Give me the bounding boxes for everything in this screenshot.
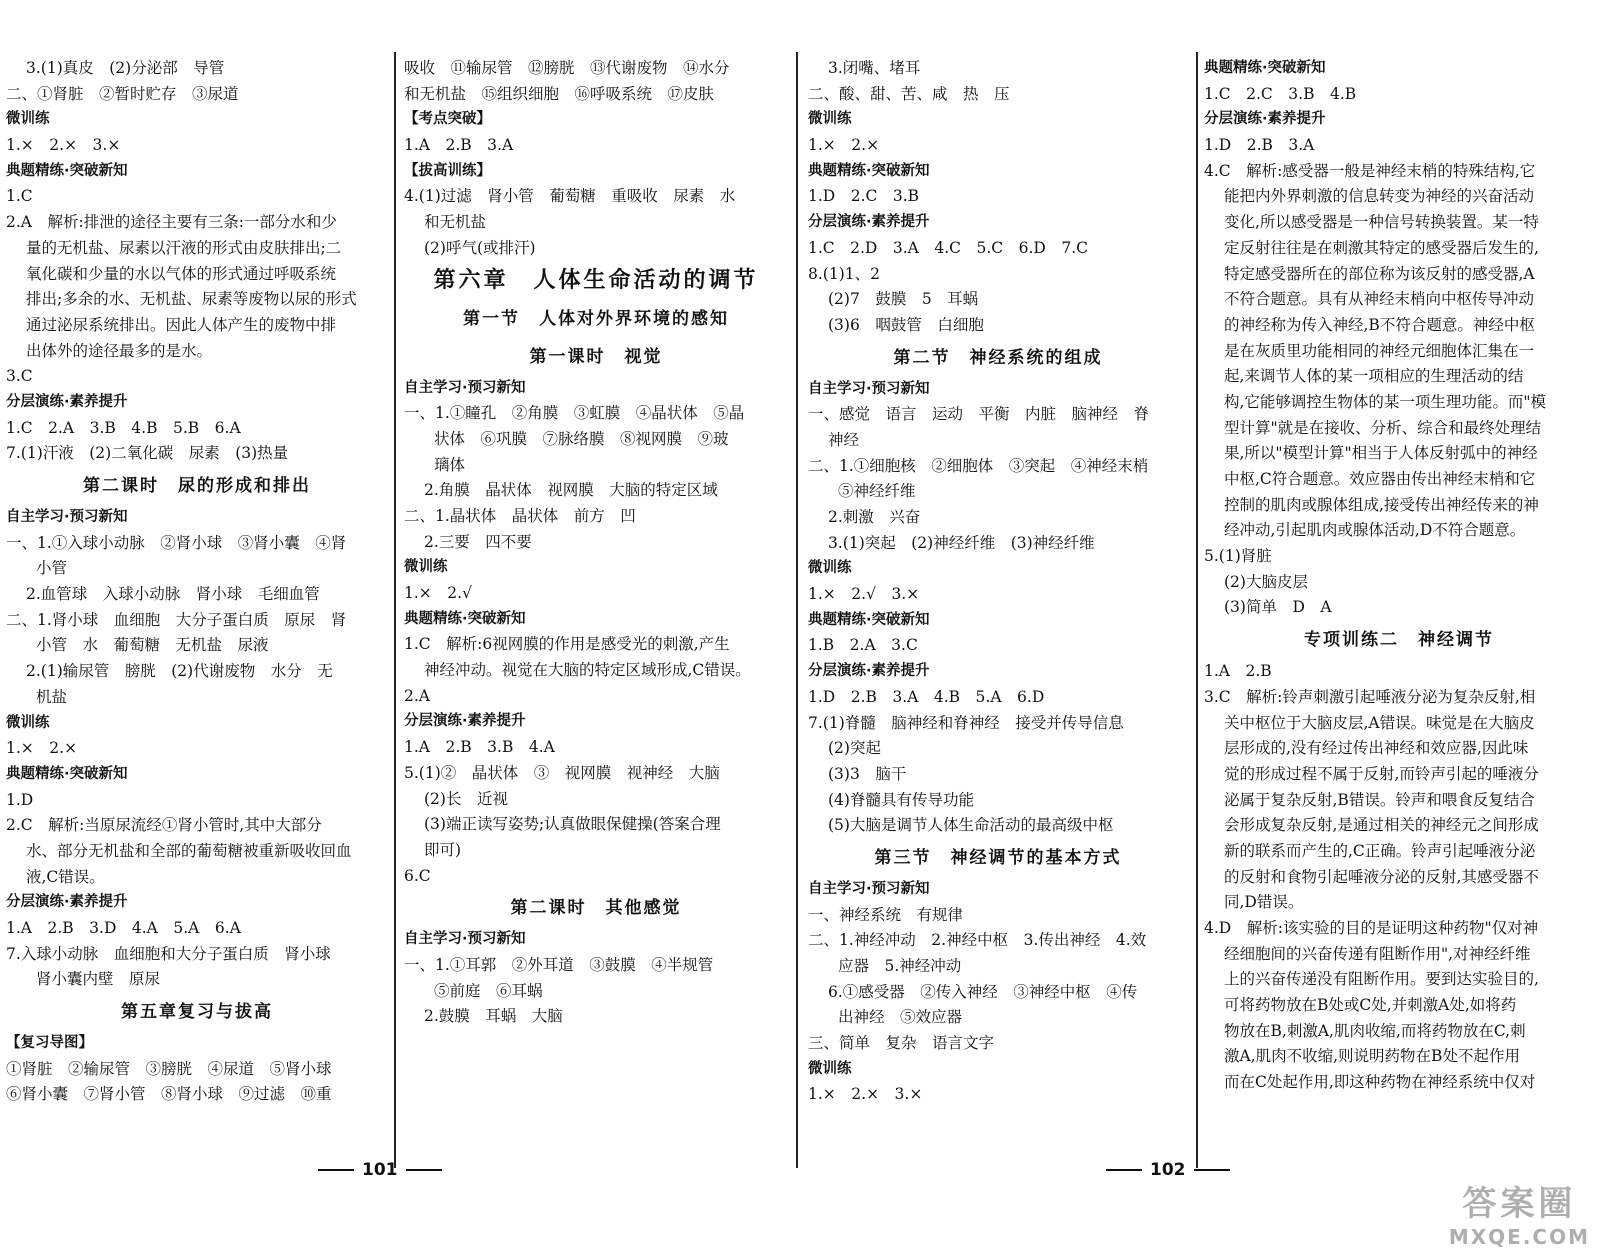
section-heading: 【拔高训练】 [404, 162, 491, 179]
section-heading: 典题精练·突破新知 [808, 162, 930, 179]
answer-line: 1.A 2.B 3.A [404, 136, 514, 155]
answer-line: 1.× 2.× [808, 136, 880, 155]
section-heading: 典题精练·突破新知 [404, 610, 526, 627]
answer-line: 5.(1)肾脏 [1204, 547, 1272, 566]
section-title: 第二节 神经系统的组成 [893, 347, 1103, 368]
section-heading: 自主学习·预习新知 [808, 380, 930, 397]
answer-line: 神经冲动。视觉在大脑的特定区域形成,C错误。 [424, 661, 751, 680]
answer-line: 二、1.晶状体 晶状体 前方 凹 [404, 506, 636, 525]
answer-line: 小管 水 葡萄糖 无机盐 尿液 [36, 636, 269, 655]
answer-line: 1.D [6, 790, 34, 809]
answer-line: 8.(1)1、2 [808, 264, 880, 283]
page-number-left-text: 101 [362, 1160, 398, 1180]
answer-line: (2)7 鼓膜 5 耳蜗 [828, 290, 979, 309]
answer-line: 会形成复杂反射,是通过相关的神经元之间形成 [1224, 816, 1539, 835]
answer-line: 可将药物放在B处或C处,并刺激A处,如将药 [1224, 996, 1517, 1015]
answer-line: 1.C 解析:6视网膜的作用是感受光的刺激,产生 [404, 635, 730, 654]
answer-column-3 [808, 56, 1188, 1108]
answer-line: 上的兴奋传递没有阻断作用。要到达实验目的, [1224, 970, 1539, 989]
answer-line: ①肾脏 ②输尿管 ③膀胱 ④尿道 ⑤肾小球 [6, 1059, 332, 1078]
section-heading: 【考点突破】 [404, 111, 491, 128]
page-number-dash [318, 1169, 354, 1171]
answer-line: 构,它能够调控生物体的某一项生理功能。而"模 [1224, 392, 1547, 411]
answer-line: 二、1.神经冲动 2.神经中枢 3.传出神经 4.效 [808, 931, 1147, 950]
answer-line: 璃体 [434, 455, 466, 474]
section-heading: 【复习导图】 [6, 1035, 93, 1052]
answer-line: 一、神经系统 有规律 [808, 905, 964, 924]
answer-line: 1.C 2.A 3.B 4.B 5.B 6.A [6, 418, 241, 437]
answer-line: 吸收 ⑪输尿管 ⑫膀胱 ⑬代谢废物 ⑭水分 [404, 59, 730, 77]
watermark-line1: 答案圈 [1462, 1184, 1577, 1224]
answer-line: 即可) [424, 840, 462, 859]
answer-line: 4.D 解析:该实验的目的是证明这种药物"仅对神 [1204, 919, 1539, 937]
answer-line: 果,所以"模型计算"相当于人体反射弧中的神经 [1224, 444, 1538, 463]
answer-line: 经细胞间的兴奋传递有阻断作用",对神经纤维 [1224, 944, 1531, 963]
answer-line: 4.C 解析:感受器一般是神经末梢的特殊结构,它 [1204, 161, 1536, 180]
column-divider-1 [394, 52, 396, 1168]
answer-line: 3.(1)真皮 (2)分泌部 导管 [26, 59, 225, 77]
answer-line: 2.A 解析:排泄的途径主要有三条:一部分水和少 [6, 213, 337, 232]
answer-line: 2.(1)输尿管 膀胱 (2)代谢废物 水分 无 [26, 662, 333, 681]
answer-line: 控制的肌肉或腺体组成,接受传出神经传来的神 [1224, 495, 1539, 514]
answer-line: 和无机盐 ⑮组织细胞 ⑯呼吸系统 ⑰皮肤 [404, 84, 715, 103]
answer-line: ⑤神经纤维 [838, 482, 916, 501]
section-heading: 典题精练·突破新知 [6, 765, 128, 782]
answer-line: 特定感受器所在的部位称为该反射的感受器,A [1224, 264, 1535, 283]
answer-line: 7.入球小动脉 血细胞和大分子蛋白质 肾小球 [6, 944, 331, 963]
answer-line: 2.刺激 兴奋 [828, 508, 921, 526]
answer-line: 2.角膜 晶状体 视网膜 大脑的特定区域 [424, 481, 718, 500]
answer-line: 1.× 2.√ [404, 584, 472, 602]
section-title: 第一课时 视觉 [529, 346, 663, 367]
answer-line: 的神经称为传入神经,B不符合题意。神经中枢 [1224, 315, 1535, 334]
answer-line: 物放在B,刺激A,肌肉收缩,而将药物放在C,刺 [1224, 1021, 1526, 1040]
section-heading: 微训练 [404, 559, 448, 576]
answer-line: 型计算"就是在接收、分析、综合和最终处理结 [1224, 418, 1542, 437]
answer-line: 关中枢位于大脑皮层,A错误。味觉是在大脑皮 [1224, 713, 1535, 732]
answer-line: (3)3 脑干 [828, 764, 907, 783]
answer-line: 变化,所以感受器是一种信号转换装置。某一特 [1224, 213, 1539, 232]
page-number-dash [406, 1169, 442, 1171]
answer-line: 1.A 2.B [1204, 662, 1272, 681]
answer-line: 出神经 ⑤效应器 [838, 1008, 963, 1027]
answer-line: 氧化碳和少量的水以气体的形式通过呼吸系统 [26, 264, 337, 283]
answer-line: 起,来调节人体的某一项相应的生理活动的结 [1224, 367, 1524, 386]
answer-line: 1.C 2.D 3.A 4.C 5.C 6.D 7.C [808, 238, 1089, 257]
answer-line: 定反射往往是在刺激其特定的感受器后发生的, [1224, 238, 1539, 257]
answer-line: 6.C [404, 866, 431, 885]
answer-line: 机盐 [36, 687, 68, 706]
answer-line: 2.A [404, 686, 430, 705]
answer-line: 2.三要 四不要 [424, 532, 532, 551]
answer-line: 能把内外界刺激的信息转变为神经的兴奋活动 [1224, 187, 1535, 206]
answer-line: 3.闭嘴、堵耳 [828, 59, 921, 77]
answer-line: 2.C 解析:当原尿流经①肾小管时,其中大部分 [6, 816, 322, 835]
section-heading: 分层演练·素养提升 [808, 663, 930, 680]
section-title: 第二课时 尿的形成和排出 [83, 476, 311, 496]
answer-line: 肾小囊内壁 原尿 [36, 970, 161, 989]
section-title: 第六章 人体生命活动的调节 [433, 267, 759, 293]
answer-line: 6.①感受器 ②传入神经 ③神经中枢 ④传 [828, 982, 1138, 1001]
answer-line: 排出;多余的水、无机盐、尿素等废物以尿的形式 [26, 290, 357, 309]
answer-line: 1.D 2.B 3.A [1204, 136, 1315, 155]
answer-line: 7.(1)脊髓 脑神经和脊神经 接受并传导信息 [808, 713, 1124, 732]
answer-line: 1.C 2.C 3.B 4.B [1204, 84, 1357, 103]
answer-line: 二、酸、甜、苦、咸 热 压 [808, 84, 1010, 103]
section-heading: 分层演练·素养提升 [6, 393, 128, 410]
section-title: 第五章复习与拔高 [121, 1002, 273, 1023]
section-title: 第一节 人体对外界环境的感知 [463, 308, 729, 329]
answer-line: 一、感觉 语言 运动 平衡 内脏 脑神经 脊 [808, 405, 1150, 424]
page-number-dash [1194, 1169, 1230, 1171]
section-heading: 自主学习·预习新知 [404, 379, 526, 396]
answer-line: 新的联系而产生的,C正确。铃声引起唾液分泌 [1224, 841, 1536, 860]
answer-line: 4.(1)过滤 肾小管 葡萄糖 重吸收 尿素 水 [404, 187, 736, 206]
answer-column-2 [404, 56, 788, 1030]
answer-line: (4)脊髓具有传导功能 [828, 790, 974, 809]
answer-line: 同,D错误。 [1224, 893, 1304, 912]
watermark-logo [1449, 1176, 1590, 1249]
answer-line: 一、1.①入球小动脉 ②肾小球 ③肾小囊 ④肾 [6, 533, 347, 552]
section-heading: 分层演练·素养提升 [808, 214, 930, 231]
watermark-line2: MXQE.COM [1448, 1225, 1590, 1249]
answer-line: (3)6 咽鼓管 白细胞 [828, 315, 984, 334]
answer-line: 中枢,C符合题意。效应器由传出神经末梢和它 [1224, 470, 1536, 488]
answer-line: 水、部分无机盐和全部的葡萄糖被重新吸收回血 [26, 841, 352, 860]
answer-line: 通过泌尿系统排出。因此人体产生的废物中排 [26, 315, 337, 334]
answer-line: (2)大脑皮层 [1224, 572, 1308, 591]
section-heading: 分层演练·素养提升 [6, 894, 128, 911]
answer-line: 1.× 2.× [6, 739, 78, 758]
section-heading: 微训练 [6, 714, 50, 731]
answer-line: 1.× 2.× 3.× [6, 136, 121, 155]
answer-line: 3.C 解析:铃声刺激引起唾液分泌为复杂反射,相 [1204, 687, 1536, 706]
answer-line: 而在C处起作用,即这种药物在神经系统中仅对 [1224, 1073, 1536, 1092]
answer-line: 三、简单 复杂 语言文字 [808, 1034, 995, 1053]
section-heading: 自主学习·预习新知 [404, 931, 526, 948]
section-heading: 自主学习·预习新知 [808, 880, 930, 897]
answer-line: 出体外的途径最多的是水。 [26, 341, 213, 360]
section-heading: 自主学习·预习新知 [6, 509, 128, 525]
answer-line: 层形成的,没有经过传出神经和效应器,因此味 [1224, 739, 1529, 758]
answer-line: 1.× 2.√ 3.× [808, 585, 920, 604]
answer-line: 神经 [828, 430, 860, 449]
answer-line: (3)简单 D A [1224, 598, 1332, 617]
answer-line: 1.× 2.× 3.× [808, 1085, 923, 1104]
answer-line: 不符合题意。具有从神经末梢向中枢传导冲动 [1224, 290, 1535, 309]
answer-line: (5)大脑是调节人体生命活动的最高级中枢 [828, 816, 1114, 835]
answer-line: 1.C [6, 187, 33, 206]
answer-line: 1.B 2.A 3.C [808, 636, 918, 655]
answer-line: 一、1.①耳郭 ②外耳道 ③鼓膜 ④半规管 [404, 955, 714, 974]
page-number-right [1106, 1160, 1230, 1180]
page-number-dash [1106, 1169, 1142, 1171]
answer-line: 状体 ⑥巩膜 ⑦脉络膜 ⑧视网膜 ⑨玻 [434, 429, 729, 448]
answer-line: 1.D 2.C 3.B [808, 187, 920, 206]
section-title: 第三节 神经调节的基本方式 [874, 847, 1122, 868]
column-divider-2 [796, 52, 798, 1168]
answer-line: 的反射和食物引起唾液分泌的反射,其感受器不 [1224, 867, 1539, 886]
answer-line: 5.(1)② 晶状体 ③ 视网膜 视神经 大脑 [404, 763, 720, 782]
answer-line: 1.D 2.B 3.A 4.B 5.A 6.D [808, 687, 1045, 706]
section-heading: 典题精练·突破新知 [6, 162, 128, 179]
answer-line: 是在灰质里功能相同的神经元细胞体汇集在一 [1224, 341, 1535, 360]
answer-line: 二、1.肾小球 血细胞 大分子蛋白质 原尿 肾 [6, 610, 347, 629]
answer-line: 和无机盐 [424, 213, 487, 232]
answer-line: 经冲动,引起肌肉或腺体活动,D不符合题意。 [1224, 521, 1526, 540]
answer-line: 液,C错误。 [26, 867, 105, 886]
section-heading: 分层演练·素养提升 [404, 713, 526, 730]
answer-line: (2)呼气(或排汗) [424, 238, 536, 257]
section-heading: 微训练 [808, 560, 852, 577]
answer-line: 3.C [6, 367, 33, 386]
page-number-right-text: 102 [1150, 1160, 1186, 1180]
answer-line: 激A,肌肉不收缩,则说明药物在B处不起作用 [1224, 1047, 1520, 1066]
answer-line: (2)突起 [828, 739, 881, 758]
answer-line: 小管 [36, 559, 68, 578]
answer-line: (3)端正读写姿势;认真做眼保健操(答案合理 [424, 815, 721, 834]
section-heading: 微训练 [808, 111, 852, 128]
column-divider-3 [1196, 52, 1198, 1168]
section-heading: 典题精练·突破新知 [808, 611, 930, 628]
answer-line: ⑥肾小囊 ⑦肾小管 ⑧肾小球 ⑨过滤 ⑩重 [6, 1085, 332, 1104]
section-heading: 微训练 [808, 1060, 852, 1077]
answer-line: 应器 5.神经冲动 [838, 957, 962, 975]
section-heading: 分层演练·素养提升 [1204, 111, 1326, 128]
section-title: 第二课时 其他感觉 [510, 898, 682, 919]
answer-column-1 [6, 56, 388, 1108]
section-heading: 典题精练·突破新知 [1204, 60, 1326, 76]
section-title: 专项训练二 神经调节 [1304, 630, 1494, 651]
answer-line: 觉的形成过程不属于反射,而铃声引起的唾液分 [1224, 764, 1539, 783]
page-number-left [318, 1160, 442, 1180]
answer-line: 1.A 2.B 3.D 4.A 5.A 6.A [6, 919, 241, 937]
answer-line: 2.血管球 入球小动脉 肾小球 毛细血管 [26, 585, 320, 604]
answer-line: 7.(1)汗液 (2)二氧化碳 尿素 (3)热量 [6, 444, 289, 463]
answer-line: (2)长 近视 [424, 789, 508, 808]
answer-line: 二、1.①细胞核 ②细胞体 ③突起 ④神经末梢 [808, 456, 1149, 475]
answer-line: 3.(1)突起 (2)神经纤维 (3)神经纤维 [828, 533, 1095, 552]
answer-line: 1.A 2.B 3.B 4.A [404, 738, 555, 757]
answer-line: 泌属于复杂反射,B错误。铃声和喂食反复结合 [1224, 790, 1535, 809]
answer-line: 二、①肾脏 ②暂时贮存 ③尿道 [6, 84, 239, 103]
section-heading: 微训练 [6, 111, 50, 128]
answer-line: 量的无机盐、尿素以汗液的形式由皮肤排出;二 [26, 238, 342, 257]
answer-column-4 [1204, 56, 1594, 1096]
answer-line: 一、1.①瞳孔 ②角膜 ③虹膜 ④晶状体 ⑤晶 [404, 404, 745, 423]
answer-line: 2.鼓膜 耳蜗 大脑 [424, 1007, 563, 1026]
answer-line: ⑤前庭 ⑥耳蜗 [434, 981, 543, 1000]
